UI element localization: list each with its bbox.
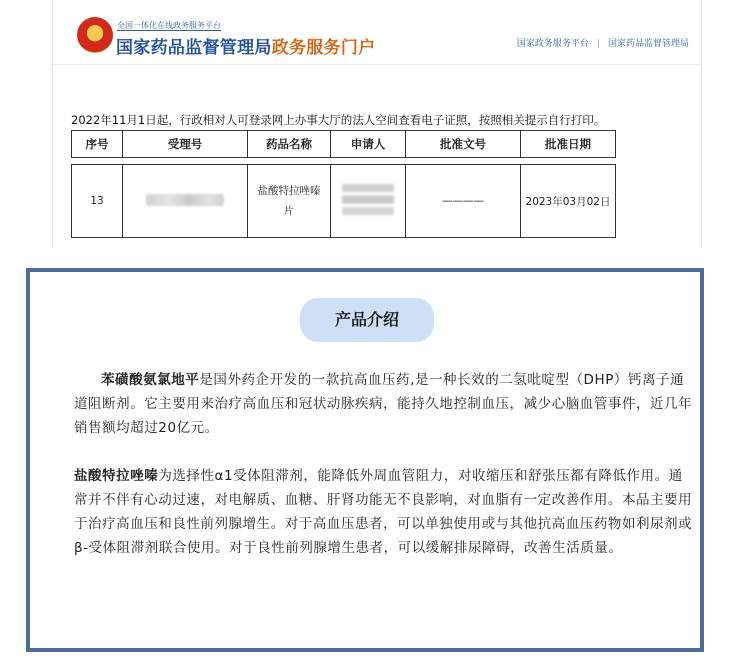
table-header-row bbox=[72, 131, 616, 158]
permit-table bbox=[71, 130, 616, 238]
cell-approval-no: ———— bbox=[406, 165, 521, 238]
cell-acceptance-no bbox=[123, 165, 248, 238]
intro-text bbox=[74, 368, 694, 584]
cell-no: 13 bbox=[72, 165, 123, 238]
intro-paragraph-amlodipine-body: 是国外药企开发的一款抗高血压药,是一种长效的二氢吡啶型（DHP）钙离子通道阻断剂。它主要用来治疗高血压和冠状动脉疾病，能持久地控制血压，减少心脑血管事件，近几年销售额均超过20亿元。 bbox=[74, 372, 693, 436]
header-acceptance-no: 受理号 bbox=[123, 131, 248, 158]
header-no: 序号 bbox=[72, 131, 123, 158]
permit-screenshot bbox=[52, 0, 702, 248]
drug-terazosin-name: 盐酸特拉唑嗪 bbox=[74, 468, 159, 484]
cell-applicant bbox=[331, 165, 406, 238]
intro-paragraph-amlodipine bbox=[74, 368, 694, 440]
header-applicant: 申请人 bbox=[331, 131, 406, 158]
link-national-platform[interactable]: 国家政务服务平台 bbox=[516, 39, 589, 49]
top-links bbox=[517, 36, 689, 49]
redacted-acceptance-no bbox=[146, 194, 224, 206]
link-separator: | bbox=[596, 39, 600, 49]
intro-badge: 产品介绍 bbox=[300, 298, 434, 342]
header-approval-no: 批准文号 bbox=[406, 131, 521, 158]
intro-paragraph-terazosin bbox=[74, 464, 694, 560]
site-title-main: 国家药品监督管理局 bbox=[116, 38, 272, 58]
national-emblem-icon bbox=[77, 17, 113, 53]
drug-name-text: 盐酸特拉唑嗪片 bbox=[257, 185, 321, 217]
header-approval-date: 批准日期 bbox=[521, 131, 616, 158]
star-icon: ★ bbox=[89, 23, 101, 39]
site-title-accent: 政务服务门户 bbox=[271, 38, 376, 58]
cell-approval-date: 2023年03月02日 bbox=[521, 165, 616, 238]
drug-amlodipine-name: 苯磺酸氨氯地平 bbox=[101, 372, 200, 388]
site-header bbox=[53, 0, 701, 65]
intro-paragraph-terazosin-body: 为选择性α1受体阻滞剂，能降低外周血管阻力，对收缩压和舒张压都有降低作用。通常并不伴有心动过速，对电解质、血糖、肝肾功能无不良影响，对血脂有一定改善作用。本品主要用于治疗高血压和良性前列腺增生。对于高血压患者，可以单独使用或与其他抗高血压药物如利尿剂或β-受体阻滞剂联合使用。对于良性前列腺增生患者，可以缓解排尿障碍，改善生活质量。 bbox=[74, 468, 693, 556]
header-drug-name: 药品名称 bbox=[248, 131, 331, 158]
link-nmpa[interactable]: 国家药品监督管理局 bbox=[607, 39, 689, 49]
product-intro-panel bbox=[26, 268, 704, 652]
redacted-applicant bbox=[342, 178, 394, 222]
platform-subtitle: 全国一体化在线政务服务平台 bbox=[117, 21, 221, 30]
site-title[interactable] bbox=[116, 33, 376, 58]
notice-text: 2022年11月1日起，行政相对人可登录网上办事大厅的法人空间查看电子证照，按照相关提示自行打印。 bbox=[71, 113, 606, 127]
table-gap-row bbox=[72, 158, 616, 165]
cell-drug-name bbox=[248, 165, 331, 238]
table-row bbox=[72, 165, 616, 238]
